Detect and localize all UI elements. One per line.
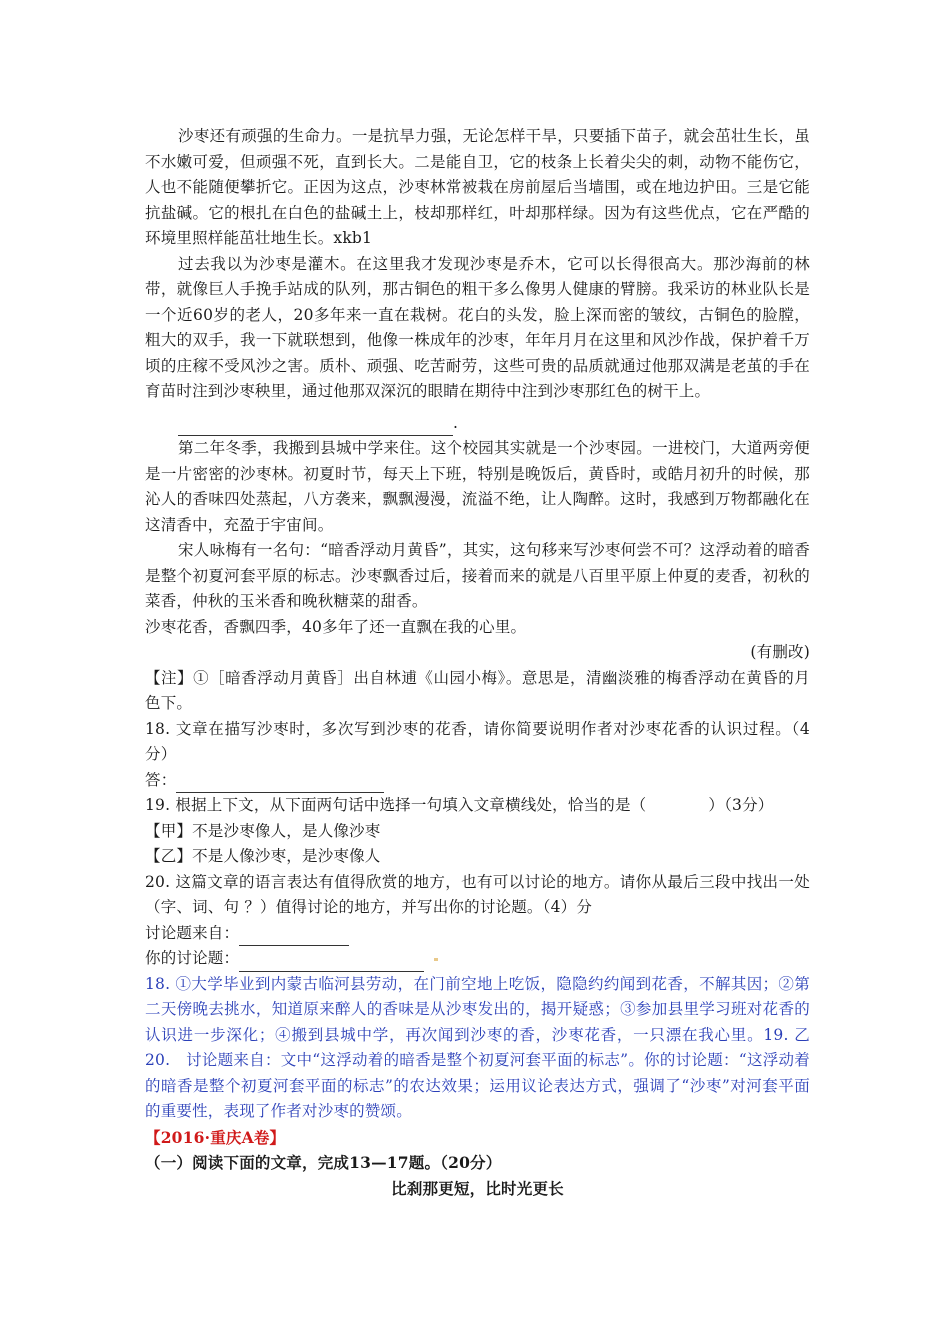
answer-label: 答： (145, 770, 177, 789)
source-note: (有删改) (750, 643, 810, 661)
question-20-topic-row (145, 946, 810, 972)
passage-paragraph-2: 过去我以为沙枣是灌木。在这里我才发现沙枣是乔木，它可以长得很高大。那沙海前的林带，就像巨人手挽手站成的队列，那古铜色的粗干多么像男人健康的臂膀。我采访的林业队长是一个近60岁的老人，20多年来一直在栽树。花白的头发，脸上深而密的皱纹，古铜色的脸膛，粗大的双手，我一下就联想到，他像一株成年的沙枣，年年月月在这里和风沙作战，保护着千万顷的庄稼不受风沙之害。质朴、顽强、吃苦耐劳，这些可贵的品质就通过他那双满是老茧的手在育苗时注到沙枣秧里，通过他那双深沉的眼睛在期待中注到沙枣那红色的树干上。 (145, 254, 810, 400)
passage-paragraph-3: 第二年冬季，我搬到县城中学来住。这个校园其实就是一个沙枣园。一进校门，大道两旁便是一片密密的沙枣林。初夏时节，每天上下班，特别是晚饭后，黄昏时，或皓月初升的时候，那沁人的香味四处蒸起，八方袭来，飘飘漫漫，流溢不绝，让人陶醉。这时，我感到万物都融化在这清香中，充盈于宇宙间。 (145, 439, 810, 534)
footnote: 【注】①［暗香浮动月黄昏］出自林逋《山园小梅》。意思是，清幽淡雅的梅香浮动在黄昏的月色下。 (145, 668, 810, 712)
reading-instruction: （一）阅读下面的文章，完成13—17题。（20分） (145, 1153, 502, 1172)
discussion-topic-label: 你的讨论题： (145, 949, 240, 967)
document-page (145, 124, 810, 1201)
passage-paragraph-5: 沙枣花香，香飘四季，40多年了还一直飘在我的心里。 (145, 617, 527, 636)
question-19 (145, 793, 810, 819)
answer-key: 18. ①大学毕业到内蒙古临河县劳动，在门前空地上吃饭，隐隐约约闻到花香，不解其因；②第二天傍晚去挑水，知道原来醉人的香味是从沙枣发出的，揭开疑惑；③参加县里学习班对花香的认识进一步深化；④搬到县城中学，再次闻到沙枣的香，沙枣花香，一只漂在我心里。19. 乙 20. 讨论题来自：文中“这浮动着的暗香是整个初夏河套平面的标志”。你的讨论题：“这浮动着的暗香是整个初夏河套平面的标志”的农达效果；运用议论表达方式，强调了“沙枣”对河套平面的重要性，表现了作者对沙枣的赞颂。 (145, 974, 810, 1120)
question-19-option-b: 【乙】不是人像沙枣，是沙枣像人 (145, 847, 381, 865)
blank-underline (178, 417, 453, 436)
question-18: 18. 文章在描写沙枣时，多次写到沙枣的花香，请你简要说明作者对沙枣花香的认识过程。（4分） (145, 719, 810, 763)
scan-mark (434, 958, 438, 961)
question-19-text-b: ）（3分） (708, 796, 774, 814)
question-18-answer-row (145, 768, 810, 794)
discussion-source-label: 讨论题来自： (145, 923, 240, 942)
question-20: 20. 这篇文章的语言表达有值得欣赏的地方，也有可以讨论的地方。请你从最后三段中找出一处（字、词、句 ？）值得讨论的地方，并写出你的讨论题。（4）分 (145, 872, 810, 916)
answer-underline (176, 775, 384, 793)
passage-paragraph-4: 宋人咏梅有一名句：“暗香浮动月黄昏”，其实，这句移来写沙枣何尝不可？这浮动着的暗香是整个初夏河套平原的标志。沙枣飘香过后，接着而来的就是八百里平原上仲夏的麦香，初秋的菜香，仲秋的玉米香和晚秋糖菜的甜香。 (145, 541, 810, 610)
exam-source-tag: 【2016·重庆A卷】 (145, 1127, 286, 1147)
question-19-option-a: 【甲】不是沙枣像人，是人像沙枣 (145, 821, 381, 840)
question-19-text-a: 19. 根据上下文，从下面两句话中选择一句填入文章横线处，恰当的是（ (145, 796, 647, 814)
blank-end-period: . (453, 413, 459, 432)
passage-paragraph-1: 沙枣还有顽强的生命力。一是抗旱力强，无论怎样干旱，只要插下苗子，就会茁壮生长，虽不水嫩可爱，但顽强不死，直到长大。二是能自卫，它的枝条上长着尖尖的刺，动物不能伤它，人也不能随便攀折它。正因为这点，沙枣林常被栽在房前屋后当墙围，或在地边护田。三是它能抗盐碱。它的根扎在白色的盐碱土上，枝却那样红，叶却那样绿。因为有这些优点，它在严酷的环境里照样能茁壮地生长。xkb1 (145, 127, 810, 247)
discussion-topic-underline (239, 954, 424, 972)
question-20-source-row (145, 921, 810, 947)
fill-in-blank-line (145, 411, 810, 437)
discussion-source-underline (239, 928, 349, 946)
article-title: 比刹那更短，比时光更长 (391, 1178, 564, 1198)
